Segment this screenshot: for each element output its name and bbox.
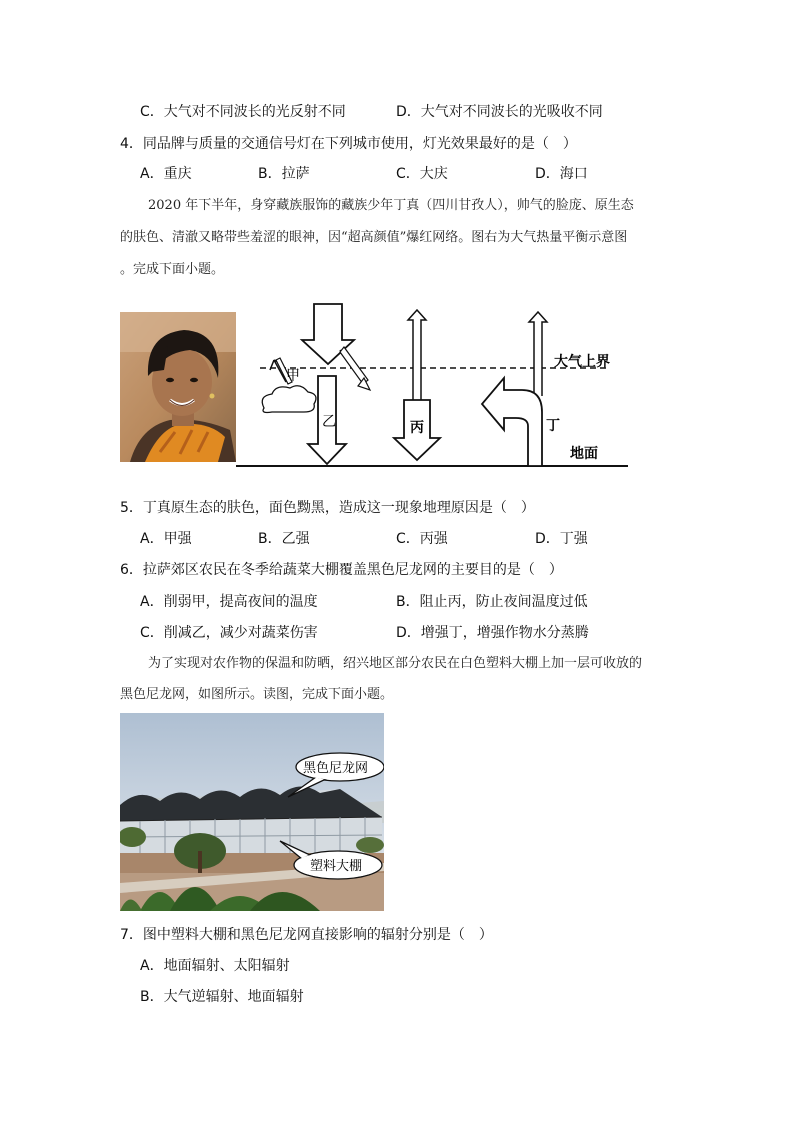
cloud-shape bbox=[262, 386, 316, 413]
callout-shed-label: 塑料大棚 bbox=[310, 859, 363, 874]
passage1-line2: 的肤色、清澈又略带些羞涩的眼神，因“超高颜值”爆红网络。图右为大气热量平衡示意图 bbox=[120, 230, 628, 245]
label-bing: 丙 bbox=[410, 420, 424, 436]
heat-balance-diagram bbox=[236, 300, 636, 472]
q6-option-c: C．削减乙，减少对蔬菜伤害 bbox=[140, 625, 318, 641]
label-jia: 甲 bbox=[286, 368, 300, 384]
passage2-line2: 黑色尼龙网，如图所示。读图，完成下面小题。 bbox=[120, 687, 394, 702]
q7-option-a: A．地面辐射、太阳辐射 bbox=[140, 958, 290, 974]
label-yi: 乙 bbox=[322, 414, 336, 430]
q6-option-b: B．阻止丙，防止夜间温度过低 bbox=[396, 594, 588, 610]
q3-option-d: D．大气对不同波长的光吸收不同 bbox=[396, 104, 603, 120]
arrow-ding-curve bbox=[482, 378, 542, 466]
callout-net-label: 黑色尼龙网 bbox=[303, 761, 369, 776]
q6-stem: 6．拉萨郊区农民在冬季给蔬菜大棚覆盖黑色尼龙网的主要目的是（ ） bbox=[120, 562, 563, 578]
label-atmosphere-top: 大气上界 bbox=[554, 354, 610, 370]
q6-option-d: D．增强丁，增强作物水分蒸腾 bbox=[396, 625, 589, 641]
q5-option-a: A．甲强 bbox=[140, 531, 192, 547]
passage1-line1: 2020 年下半年，身穿藏族服饰的藏族少年丁真（四川甘孜人），帅气的脸庞、原生态 bbox=[148, 198, 634, 213]
q4-option-a: A．重庆 bbox=[140, 166, 192, 182]
arrow-ding-up bbox=[529, 312, 547, 396]
arrow-bing-up bbox=[408, 310, 426, 400]
q4-option-c: C．大庆 bbox=[396, 166, 448, 182]
q3-option-c: C．大气对不同波长的光反射不同 bbox=[140, 104, 346, 120]
greenhouse-photo bbox=[120, 713, 384, 911]
q5-option-b: B．乙强 bbox=[258, 531, 310, 547]
passage1-line3: 。完成下面小题。 bbox=[120, 262, 225, 277]
label-ground: 地面 bbox=[570, 446, 598, 462]
portrait-photo bbox=[120, 312, 236, 462]
q6-option-a: A．削弱甲，提高夜间的温度 bbox=[140, 594, 318, 610]
q5-option-c: C．丙强 bbox=[396, 531, 448, 547]
q5-stem: 5．丁真原生态的肤色，面色黝黑，造成这一现象地理原因是（ ） bbox=[120, 500, 535, 516]
q7-option-b: B．大气逆辐射、地面辐射 bbox=[140, 989, 304, 1005]
q5-option-d: D．丁强 bbox=[535, 531, 588, 547]
q7-stem: 7．图中塑料大棚和黑色尼龙网直接影响的辐射分别是（ ） bbox=[120, 927, 493, 943]
q4-option-b: B．拉萨 bbox=[258, 166, 310, 182]
label-ding: 丁 bbox=[546, 418, 560, 434]
passage2-line1: 为了实现对农作物的保温和防晒，绍兴地区部分农民在白色塑料大棚上加一层可收放的 bbox=[148, 656, 643, 671]
q4-option-d: D．海口 bbox=[535, 166, 588, 182]
q4-stem: 4．同品牌与质量的交通信号灯在下列城市使用，灯光效果最好的是（ ） bbox=[120, 136, 577, 152]
